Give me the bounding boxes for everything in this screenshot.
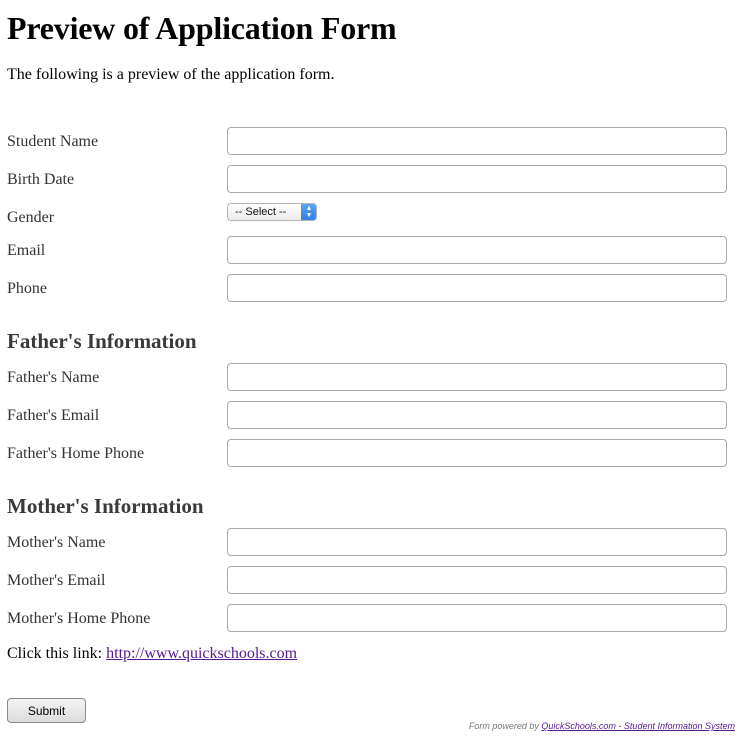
father-home-phone-input[interactable]	[227, 439, 727, 467]
student-name-label: Student Name	[7, 133, 99, 150]
phone-label: Phone	[7, 280, 47, 297]
footer-prefix: Form powered by	[468, 721, 542, 731]
mother-email-label: Mother's Email	[7, 572, 106, 589]
submit-button[interactable]: Submit	[7, 698, 86, 723]
mother-section-title: Mother's Information	[7, 494, 204, 518]
email-label: Email	[7, 242, 46, 259]
gender-label: Gender	[7, 209, 55, 226]
mother-home-phone-label: Mother's Home Phone	[7, 610, 151, 627]
quickschools-link[interactable]: http://www.quickschools.com	[106, 645, 298, 662]
father-section-title: Father's Information	[7, 329, 197, 353]
gender-select[interactable]	[227, 203, 317, 221]
page-title: Preview of Application Form	[7, 10, 397, 46]
gender-select-value: -- Select --	[235, 206, 287, 218]
father-email-input[interactable]	[227, 401, 727, 429]
father-email-label: Father's Email	[7, 407, 100, 424]
footer	[469, 720, 735, 732]
birth-date-label: Birth Date	[7, 171, 75, 188]
father-home-phone-label: Father's Home Phone	[7, 445, 145, 462]
student-name-input[interactable]	[227, 127, 727, 155]
link-prefix: Click this link:	[7, 645, 107, 662]
mother-name-input[interactable]	[227, 528, 727, 556]
intro-text: The following is a preview of the application form.	[7, 66, 335, 83]
mother-email-input[interactable]	[227, 566, 727, 594]
link-line	[7, 644, 297, 664]
father-name-input[interactable]	[227, 363, 727, 391]
footer-link[interactable]: QuickSchools.com - Student Information System	[541, 721, 735, 731]
mother-name-label: Mother's Name	[7, 534, 106, 551]
select-arrows-icon: ▲ ▼	[301, 203, 317, 221]
mother-home-phone-input[interactable]	[227, 604, 727, 632]
father-name-label: Father's Name	[7, 369, 100, 386]
phone-input[interactable]	[227, 274, 727, 302]
email-input[interactable]	[227, 236, 727, 264]
birth-date-input[interactable]	[227, 165, 727, 193]
